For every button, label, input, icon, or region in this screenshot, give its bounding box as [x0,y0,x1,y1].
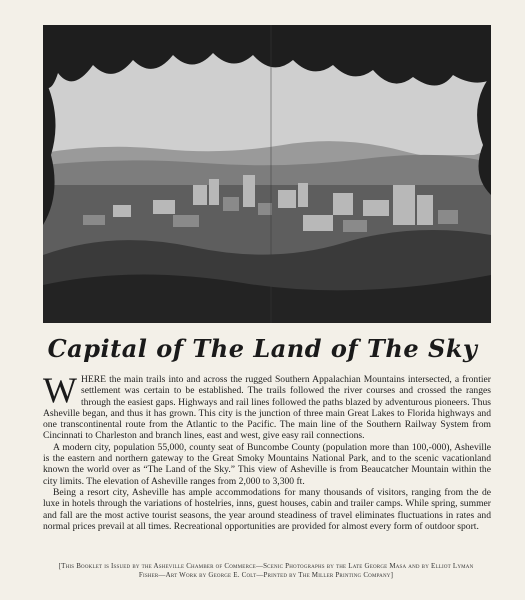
body-text [43,370,491,532]
paragraph-1 [43,370,491,442]
drop-cap: W [43,370,77,410]
paragraph-3: Being a resort city, Asheville has ample accommodations for many thousands of visitors, ranging from the de luxe in hotels through the variations of hostelries, inns, guest houses, cabin and trailer camps. While spring, summer and fall are the most active tourist seasons, the year around steadiness of travel eliminates fluctuations in rates and normal prices prevail at all times. Recreational opportunities are provided for almost every form of outdoor sport. [43,486,491,532]
credits-line: [This Booklet is Issued by the Asheville Chamber of Commerce—Scenic Photographs by the Late George Masa and by Elliot Lyman Fisher—Art Work by George E. Colt—Printed by The Miller Printing Company] [58,562,474,579]
paragraph-1-text: HERE the main trails into and across the rugged Southern Appalachian Mountains intersected, a frontier settlement was certain to be established. The trails followed the river courses and crossed the ranges through the easiest gaps. Highways and rail lines followed the paths blazed by adventurous pioneers. Thus Asheville began, and thus it has grown. This city is the junction of three main Great Lakes to Florida highways and one transcontinental route from the Atlantic to the Pacific. The main line of the Southern Railway System from Cincinnati to Charleston and branch lines, east and west, give easy rail connections. [43,374,491,442]
paragraph-2: A modern city, population 55,000, county seat of Buncombe County (population more than 100,-000), Asheville is the eastern and northern gateway to the Great Smoky Mountains National Park, and to the scenic vacationland known the world over as “The Land of the Sky.” This view of Asheville is from Beaucatcher Mountain within the city limits. The elevation of Asheville ranges from 2,000 to 3,300 ft. [43,441,491,487]
city-view-illustration [43,25,491,323]
page-title: Capital of The Land of The Sky [47,334,478,363]
asheville-panorama-photo [43,25,491,323]
